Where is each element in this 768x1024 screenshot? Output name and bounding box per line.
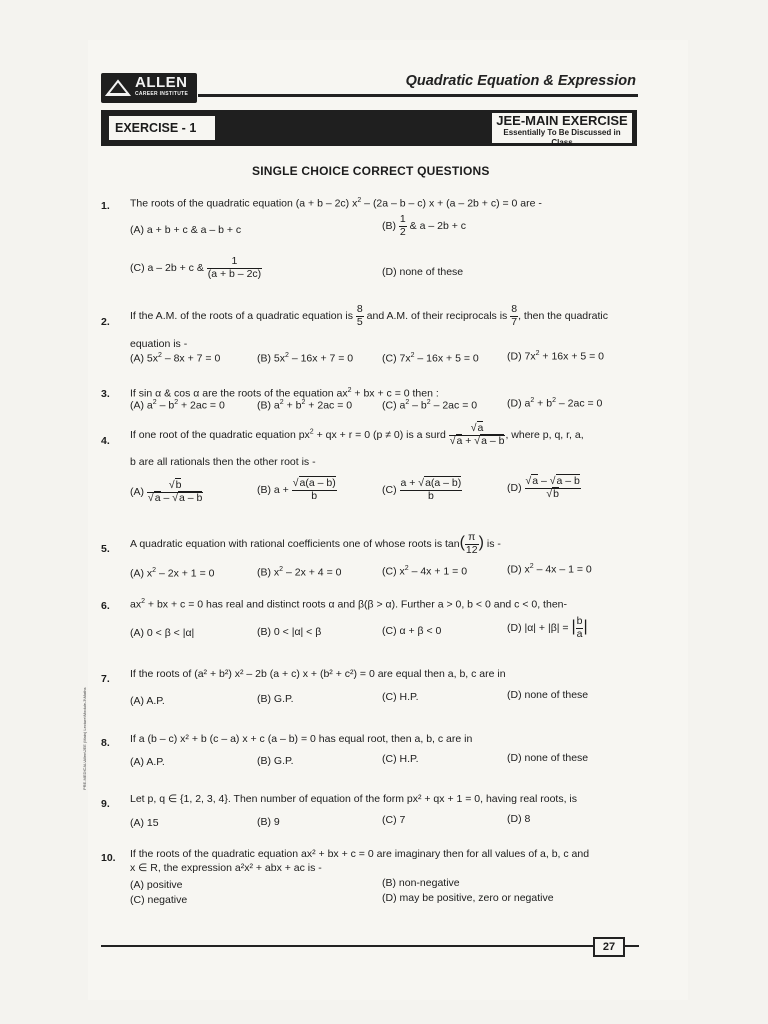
q5-option-c[interactable]: (C) $x^2 - 4x + 1 = 0$ (382, 565, 468, 578)
question-number: 8. (101, 737, 110, 749)
q9-option-a[interactable]: (A) 15 (130, 817, 159, 829)
question-4-text-cont: b are all rationals then the other root is - (130, 456, 316, 468)
question-7-text: If the roots of (a² + b²) x² – 2b (a + c) x + (b² + c²) = 0 are equal then a, b, c are in (130, 668, 506, 680)
exercise-type: JEE-MAIN EXERCISE (496, 113, 628, 128)
logo-emblem-icon (105, 79, 131, 97)
q6-option-c[interactable]: (C) α + β < 0 (382, 625, 442, 637)
question-2-text-cont: equation is - (130, 338, 188, 350)
q7-option-b[interactable]: (B) G.P. (257, 693, 294, 705)
chapter-title: Quadratic Equation & Expression (405, 73, 636, 89)
question-9-text: Let p, q ∈ {1, 2, 3, 4}. Then number of equation of the form px² + qx + 1 = 0, having real roots, is (130, 793, 578, 805)
q8-option-c[interactable]: (C) H.P. (382, 753, 419, 765)
brand-subtitle: CAREER INSTITUTE (135, 91, 189, 97)
question-number: 3. (101, 388, 110, 400)
q1-option-d[interactable]: (D) none of these (382, 266, 464, 278)
q2-option-c[interactable]: (C) $7x^2 - 16x + 5 = 0$ (382, 352, 479, 365)
question-1-text: The roots of the quadratic equation (a + b – 2c) $x^2 - (2a - b - c) x + (a - 2b + c) = 0$ are - (130, 197, 542, 210)
q10-option-d[interactable]: (D) may be positive, zero or negative (382, 892, 554, 904)
question-2-text: If the A.M. of the roots of a quadratic equation is $\frac{8}{5}$ and A.M. of their reciprocals is $\frac{8}{7}$ , then the quadratic (130, 303, 608, 328)
question-number: 6. (101, 600, 110, 612)
question-8-text: If a (b – c) x² + b (c – a) x + c (a – b) = 0 has equal root, then a, b, c are in (130, 733, 473, 745)
q1-option-a[interactable]: (A) a + b + c & a – b + c (130, 224, 242, 236)
question-number: 9. (101, 798, 110, 810)
q4-option-b[interactable]: (B) a + $\frac{√a(a - b)}{b}$ (257, 477, 336, 502)
q5-option-b[interactable]: (B) $x^2 - 2x + 4 = 0$ (257, 566, 342, 579)
allen-logo (101, 73, 197, 103)
brand-name: ALLEN (135, 74, 188, 91)
q5-option-d[interactable]: (D) $x^2 - 4x - 1 = 0$ (507, 563, 592, 576)
page-number: 27 (593, 937, 625, 957)
q5-option-a[interactable]: (A) $x^2 - 2x + 1 = 0$ (130, 567, 215, 580)
q9-option-d[interactable]: (D) 8 (507, 813, 531, 825)
q3-option-d[interactable]: (D) $a^2 + b^2 - 2ac = 0$ (507, 397, 603, 410)
question-4-text: If one root of the quadratic equation $px^2$ + qx + r = 0 (p ≠ 0) is a surd $\frac{√a}{√a + √a - b}$ , where p, q, r, a, (130, 422, 584, 447)
exercise-label: EXERCISE - 1 (109, 116, 215, 140)
q3-option-b[interactable]: (B) $a^2 + b^2 + 2ac = 0$ (257, 399, 353, 412)
q4-option-d[interactable]: (D) $\frac{√a - √a - b}{√b}$ (507, 475, 580, 500)
question-6-text: $ax^2$ + bx + c = 0 has real and distinct roots α and β(β > α). Further a > 0, b < 0 and c < 0, then- (130, 598, 567, 611)
question-number: 1. (101, 200, 110, 212)
section-title: SINGLE CHOICE CORRECT QUESTIONS (252, 164, 490, 178)
question-number: 5. (101, 543, 110, 555)
header-rule (198, 94, 638, 97)
q3-option-a[interactable]: (A) $a^2 - b^2 + 2ac = 0$ (130, 399, 225, 412)
q7-option-d[interactable]: (D) none of these (507, 689, 589, 701)
q2-option-d[interactable]: (D) $7x^2 + 16x + 5 = 0$ (507, 350, 605, 363)
question-3-text: If sin α & cos α are the roots of the equation $ax^2$ + bx + c = 0 then : (130, 387, 439, 400)
q1-option-c[interactable]: (C) a – 2b + c & $\frac{1}{(a + b - 2c)}$ (130, 255, 262, 280)
q10-option-b[interactable]: (B) non-negative (382, 877, 460, 889)
question-number: 2. (101, 316, 110, 328)
exercise-type-box (492, 113, 632, 147)
q10-option-c[interactable]: (C) negative (130, 894, 188, 906)
question-10-text-cont: x ∈ R, the expression a²x² + abx + ac is - (130, 862, 322, 874)
side-margin-text: PRE-MEDICAL\Allen\JEE (Main) Lecture\Module-3\Maths (82, 687, 87, 790)
exercise-banner (101, 110, 637, 146)
q2-option-a[interactable]: (A) $5x^2 - 8x + 7 = 0$ (130, 352, 221, 365)
q6-option-d[interactable]: (D) |α| + |β| = | $\frac{b}{a}$ | (507, 615, 588, 640)
q3-option-c[interactable]: (C) $a^2 - b^2 - 2ac = 0$ (382, 399, 478, 412)
footer-rule (101, 945, 593, 947)
q10-option-a[interactable]: (A) positive (130, 879, 183, 891)
question-5-text: A quadratic equation with rational coefficients one of whose roots is tan( $\frac{\pi}{12}$ ) is - (130, 531, 501, 556)
q1-option-b[interactable]: (B) $\frac{1}{2}$ & a – 2b + c (382, 213, 467, 238)
q6-option-b[interactable]: (B) 0 < |α| < β (257, 626, 322, 638)
question-10-text: If the roots of the quadratic equation ax² + bx + c = 0 are imaginary then for all values of a, b, c and (130, 848, 590, 860)
exercise-note: Essentially To Be Discussed in Class (503, 128, 621, 147)
q9-option-b[interactable]: (B) 9 (257, 816, 280, 828)
q8-option-a[interactable]: (A) A.P. (130, 756, 165, 768)
q7-option-c[interactable]: (C) H.P. (382, 691, 419, 703)
q2-option-b[interactable]: (B) $5x^2 - 16x + 7 = 0$ (257, 352, 354, 365)
question-number: 10. (101, 852, 116, 864)
q8-option-d[interactable]: (D) none of these (507, 752, 589, 764)
q7-option-a[interactable]: (A) A.P. (130, 695, 165, 707)
footer-rule-tail (625, 945, 639, 947)
question-number: 4. (101, 435, 110, 447)
question-number: 7. (101, 673, 110, 685)
q8-option-b[interactable]: (B) G.P. (257, 755, 294, 767)
q4-option-c[interactable]: (C) $\frac{a + √a(a - b)}{b}$ (382, 477, 462, 502)
q4-option-a[interactable]: (A) $\frac{√b}{√a - √a - b}$ (130, 479, 203, 504)
q6-option-a[interactable]: (A) 0 < β < |α| (130, 627, 195, 639)
q9-option-c[interactable]: (C) 7 (382, 814, 406, 826)
